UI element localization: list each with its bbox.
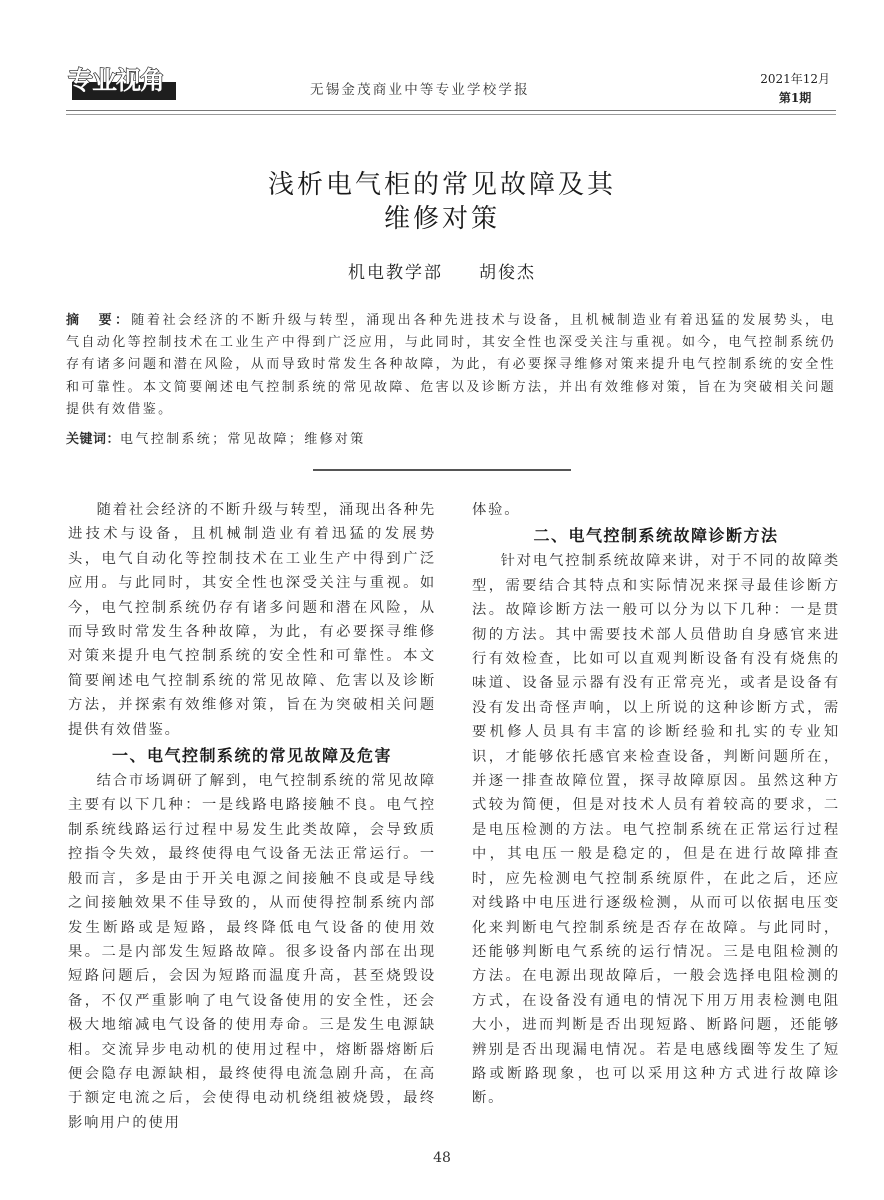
article-title-line1: 浅析电气柜的常见故障及其	[267, 170, 616, 200]
intro-paragraph: 随着社会经济的不断升级与转型，涌现出各种先进技术与设备，且机械制造业有着迅猛的发展势头，电气自动化等控制技术在工业生产中得到广泛应用。与此同时，其安全性也深受关注与重视。如今，电气控制系统仍存有诸多问题和潜在风险，从而导致时常发生各种故障，为此，有必要探寻维修对策来提升电气控制系统的安全性和可靠性。本文简要阐述电气控制系统的常见故障、危害以及诊断方法，并探索有效维修对策，旨在为突破相关问题提供有效借鉴。	[68, 502, 436, 738]
abstract	[66, 310, 836, 421]
section-logo-text: 专业视角	[68, 66, 165, 95]
issue-info	[760, 70, 830, 108]
article-title-line2: 维修对策	[383, 204, 500, 234]
abstract-text: 随着社会经济的不断升级与转型，涌现出各种先进技术与设备，且机械制造业有着迅猛的发展势头，电气自动化等控制技术在工业生产中得到广泛应用，与此同时，其安全性也深受关注与重视。如今，电气控制系统仍存有诸多问题和潜在风险，从而导致时常发生各种故障，为此，有必要探寻维修对策来提升电气控制系统的安全性和可靠性。本文简要阐述电气控制系统的常见故障、危害以及诊断方法，并出有效维修对策，旨在为突破相关问题提供有效借鉴。	[66, 313, 836, 417]
page-number: 48	[433, 1150, 451, 1166]
abstract-divider	[313, 469, 571, 471]
section1-paragraph: 结合市场调研了解到，电气控制系统的常见故障主要有以下几种：一是线路电路接触不良。电气控制系统线路运行过程中易发生此类故障，会导致质控指令失效，最终使得电气设备无法正常运行。一般而言，多是由于开关电源之间接触不良或是导线之间接触效果不佳导致的，从而使得控制系统内部发生断路或是短路，最终降低电气设备的使用效果。二是内部发生短路故障。很多设备内部在出现短路问题后，会因为短路而温度升高，甚至烧毁设备，不仅严重影响了电气设备使用的安全性，还会极大地缩减电气设备的使用寿命。三是发生电源缺相。交流异步电动机的使用过程中，熔断器熔断后便会隐存电源缺相，最终使得电流急剧升高，在高于额定电流之后，会使得电动机绕组被烧毁，最终影响用户的使用	[68, 773, 436, 1131]
keywords	[66, 428, 366, 447]
section1-heading: 一、电气控制系统的常见故障及危害	[111, 746, 392, 766]
issue-number: 第1期	[778, 91, 812, 105]
department: 机电教学部	[348, 263, 443, 283]
section2-paragraph: 针对电气控制系统故障来讲，对于不同的故障类型，需要结合其特点和实际情况来探寻最佳诊断方法。故障诊断方法一般可以分为以下几种：一是贯彻的方法。其中需要技术部人员借助自身感官来进行有效检查，比如可以直观判断设备有没有烧焦的味道、设备显示器有没有正常亮光，或者是设备有没有发出奇怪声响，以上所说的这种诊断方式，需要机修人员具有丰富的诊断经验和扎实的专业知识，才能够依托感官来检查设备，判断问题所在，并逐一排查故障位置，探寻故障原因。虽然这种方式较为简便，但是对技术人员有着较高的要求，二是电压检测的方法。电气控制系统在正常运行过程中，其电压一般是稳定的，但是在进行故障排查时，应先检测电气控制系统原件，在此之后，还应对线路中电压进行逐级检测，从而可以依据电压变化来判断电气控制系统是否存在故障。与此同时，还能够判断电气系统的运行情况。三是电阻检测的方法。在电源出现故障后，一般会选择电阻检测的方式，在设备没有通电的情况下用万用表检测电阻大小，进而判断是否出现短路、断路问题，还能够辨别是否出现漏电情况。若是电感线圈等发生了短路或断路现象，也可以采用这种方式进行故障诊断。	[472, 553, 840, 1107]
page-header	[66, 66, 836, 108]
keywords-text: 电气控制系统；常见故障；维修对策	[120, 432, 366, 447]
section-logo	[66, 66, 182, 100]
keywords-label: 关键词：	[66, 432, 121, 447]
issue-date: 2021年12月	[760, 72, 830, 86]
header-rule	[66, 110, 836, 115]
body-column-left	[68, 498, 436, 1135]
author: 胡俊杰	[479, 263, 536, 283]
section1-continued: 体验。	[472, 502, 521, 518]
byline	[0, 258, 884, 283]
body-column-right	[472, 498, 840, 1111]
abstract-label: 摘 要：	[66, 313, 132, 328]
section2-heading: 二、电气控制系统故障诊断方法	[533, 526, 779, 546]
journal-name: 无锡金茂商业中等专业学校学报	[310, 82, 530, 98]
